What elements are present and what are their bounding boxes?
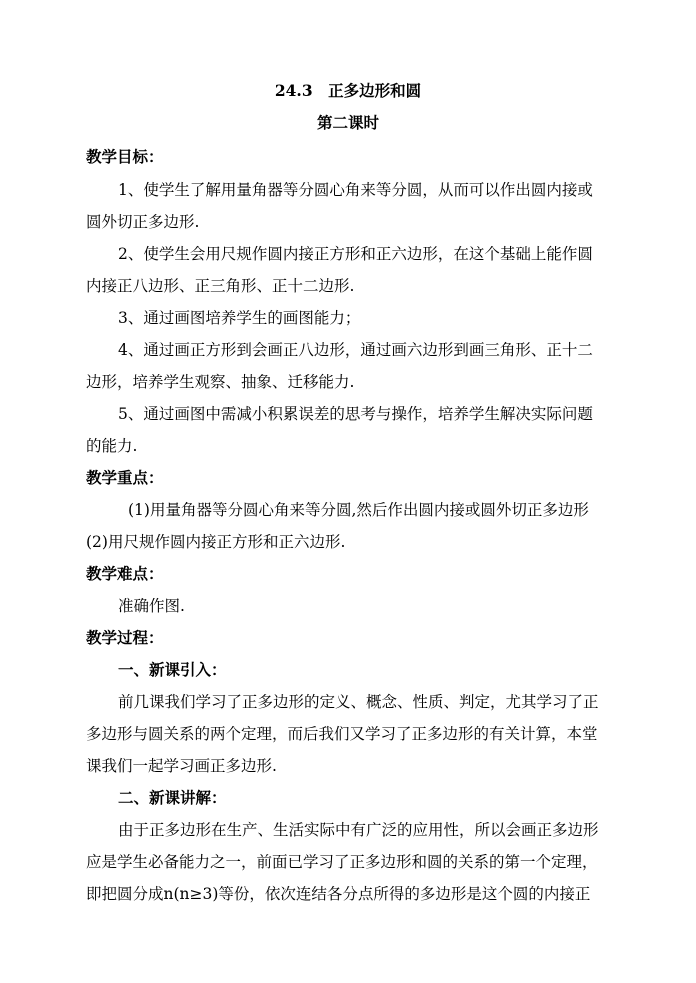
difficulty-line: 准确作图. [118, 597, 185, 615]
goals-line: 2、使学生会用尺规作圆内接正方形和正六边形，在这个基础上能作圆 [118, 245, 593, 263]
goals-line: 1、使学生了解用量角器等分圆心角来等分圆，从而可以作出圆内接或 [118, 181, 593, 199]
key-points-line: (2)用尺规作圆内接正方形和正六边形. [86, 533, 346, 551]
lecture-line: 应是学生必备能力之一，前面已学习了正多边形和圆的关系的第一个定理， [86, 853, 598, 871]
document-title: 24.3 正多边形和圆 [274, 81, 422, 100]
intro-section-heading: 一、新课引入： [118, 660, 227, 679]
key-points-line: (1)用量角器等分圆心角来等分圆,然后作出圆内接或圆外切正多边形 [128, 501, 589, 519]
goals-line: 内接正八边形、正三角形、正十二边形. [86, 277, 355, 295]
goals-line: 4、通过画正方形到会画正八边形，通过画六边形到画三角形、正十二 [118, 341, 593, 359]
lecture-line: 由于正多边形在生产、生活实际中有广泛的应用性，所以会画正多边形 [118, 821, 599, 839]
goals-line: 的能力. [86, 437, 138, 455]
lecture-section-heading: 二、新课讲解： [118, 788, 227, 807]
process-heading: 教学过程： [86, 628, 164, 647]
lecture-line: 即把圆分成n(n≥3)等份，依次连结各分点所得的多边形是这个圆的内接正 [86, 885, 591, 903]
goals-line: 圆外切正多边形. [86, 213, 200, 231]
difficulty-heading: 教学难点： [86, 564, 164, 583]
goals-heading: 教学目标： [86, 147, 164, 166]
goals-line: 3、通过画图培养学生的画图能力； [118, 309, 361, 327]
intro-line: 前几课我们学习了正多边形的定义、概念、性质、判定，尤其学习了正 [118, 693, 599, 711]
goals-line: 5、通过画图中需减小积累误差的思考与操作，培养学生解决实际问题 [118, 405, 593, 423]
intro-line: 多边形与圆关系的两个定理，而后我们又学习了正多边形的有关计算，本堂 [86, 725, 598, 743]
intro-line: 课我们一起学习画正多边形. [86, 757, 277, 775]
key-points-heading: 教学重点： [86, 468, 164, 487]
document-subtitle: 第二课时 [316, 113, 379, 132]
goals-line: 边形，培养学生观察、抽象、迁移能力. [86, 373, 355, 391]
